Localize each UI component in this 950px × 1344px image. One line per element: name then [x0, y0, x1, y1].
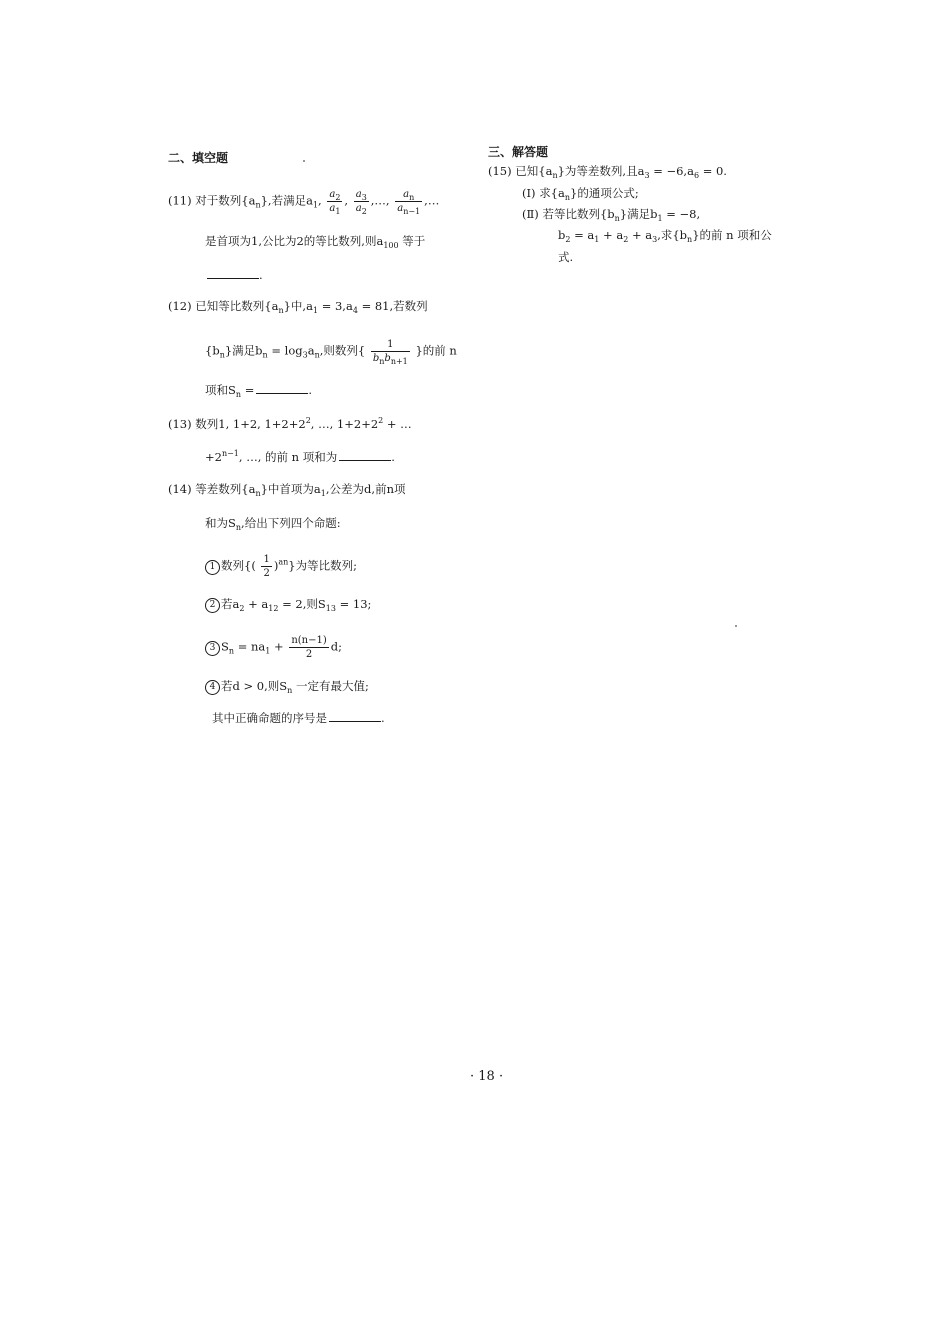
question-number: (12) [168, 299, 192, 313]
question-14: (14) 等差数列$\{a_n\}$中首项为$a_1$,公差为d,前n项 [168, 482, 406, 498]
answer-blank-11[interactable]: . [205, 270, 263, 282]
question-14-line2: 和为$S_n$,给出下列四个命题: [205, 516, 341, 532]
question-number: (11) [168, 193, 192, 208]
section-heading-solve: 三、解答题 [488, 145, 549, 159]
answer-blank-12[interactable] [256, 392, 308, 394]
proposition-3: 3 $S_n = na_1$ + $\frac{n(n-1)}{2}$ d; [205, 634, 342, 661]
question-11: (11) 对于数列$\{a_n\}$,若满足$a_1$, $\frac{a_2}{a_1}$ , $\frac{a_3}{a_2}$ ,…, $\frac{a_n}{a_{n-1}}$ ,… [168, 189, 440, 216]
answer-blank-13[interactable] [339, 459, 391, 461]
page-number: · 18 · [470, 1069, 504, 1084]
scan-speck [735, 625, 737, 627]
proposition-1: 1 数列{( $\frac{1}{2}$ )$^{an}$}为等比数列; [205, 553, 357, 580]
question-number: (14) [168, 482, 192, 496]
question-15-part-2: (Ⅱ) 若等比数列$\{b_n\}$满足$b_1 = -8$, [522, 207, 701, 223]
question-15-part-2-line3: 式. [558, 250, 574, 264]
section-heading-fill-blank: 二、填空题 [168, 151, 229, 165]
fraction: $\frac{a_n}{a_{n-1}}$ [397, 189, 421, 216]
fraction: $\frac{a_2}{a_1}$ [329, 189, 341, 216]
question-14-final: 其中正确命题的序号是 . [212, 711, 385, 725]
proposition-2: 2 若$a_2 + a_{12} = 2$,则$S_{13} = 13$; [205, 598, 371, 613]
question-15: (15) 已知$\{a_n\}$为等差数列,且$a_3 = -6,a_6 = 0$. [488, 164, 727, 180]
circled-number-1: 1 [205, 560, 220, 575]
circled-number-4: 4 [205, 680, 220, 695]
fraction: $\frac{1}{2}$ [263, 554, 270, 579]
question-11-line2: 是首项为1,公比为2的等比数列,则$a_{100}$ 等于 [205, 234, 426, 250]
fraction: $\frac{a_3}{a_2}$ [355, 189, 367, 216]
circled-number-2: 2 [205, 598, 220, 613]
question-13: (13) 数列1, 1+2, $1+2+2^2$, …, $1+2+2^2$ + … [168, 416, 412, 431]
question-13-line2: $+2^{n-1}$, …, 的前 n 项和为 . [205, 449, 395, 464]
question-12-line2: $\{b_n\}$满足$b_n = \log_3a_n$,则数列{ $\frac{1}{b_nb_{n+1}}$ }的前 n [205, 339, 457, 366]
circled-number-3: 3 [205, 641, 220, 656]
answer-blank-14[interactable] [329, 720, 381, 722]
fraction: $\frac{1}{b_nb_{n+1}}$ [372, 339, 408, 366]
proposition-4: 4 若d > 0,则$S_n$ 一定有最大值; [205, 680, 369, 695]
fraction: $\frac{n(n-1)}{2}$ [291, 635, 327, 660]
question-15-part-1: (Ⅰ) 求$\{a_n\}$的通项公式; [522, 186, 639, 202]
question-12-line3: 项和$S_n$ = . [205, 383, 312, 399]
scan-speck [303, 160, 305, 162]
question-12: (12) 已知等比数列$\{a_n\}$中$,a_1 = 3,a_4 = 81$,若数列 [168, 299, 428, 315]
question-15-part-2-line2: $b_2 = a_1 + a_2 + a_3$,求$\{b_n\}$的前 n 项和公 [558, 228, 772, 244]
question-number: (13) [168, 417, 192, 431]
question-number: (15) [488, 164, 512, 178]
